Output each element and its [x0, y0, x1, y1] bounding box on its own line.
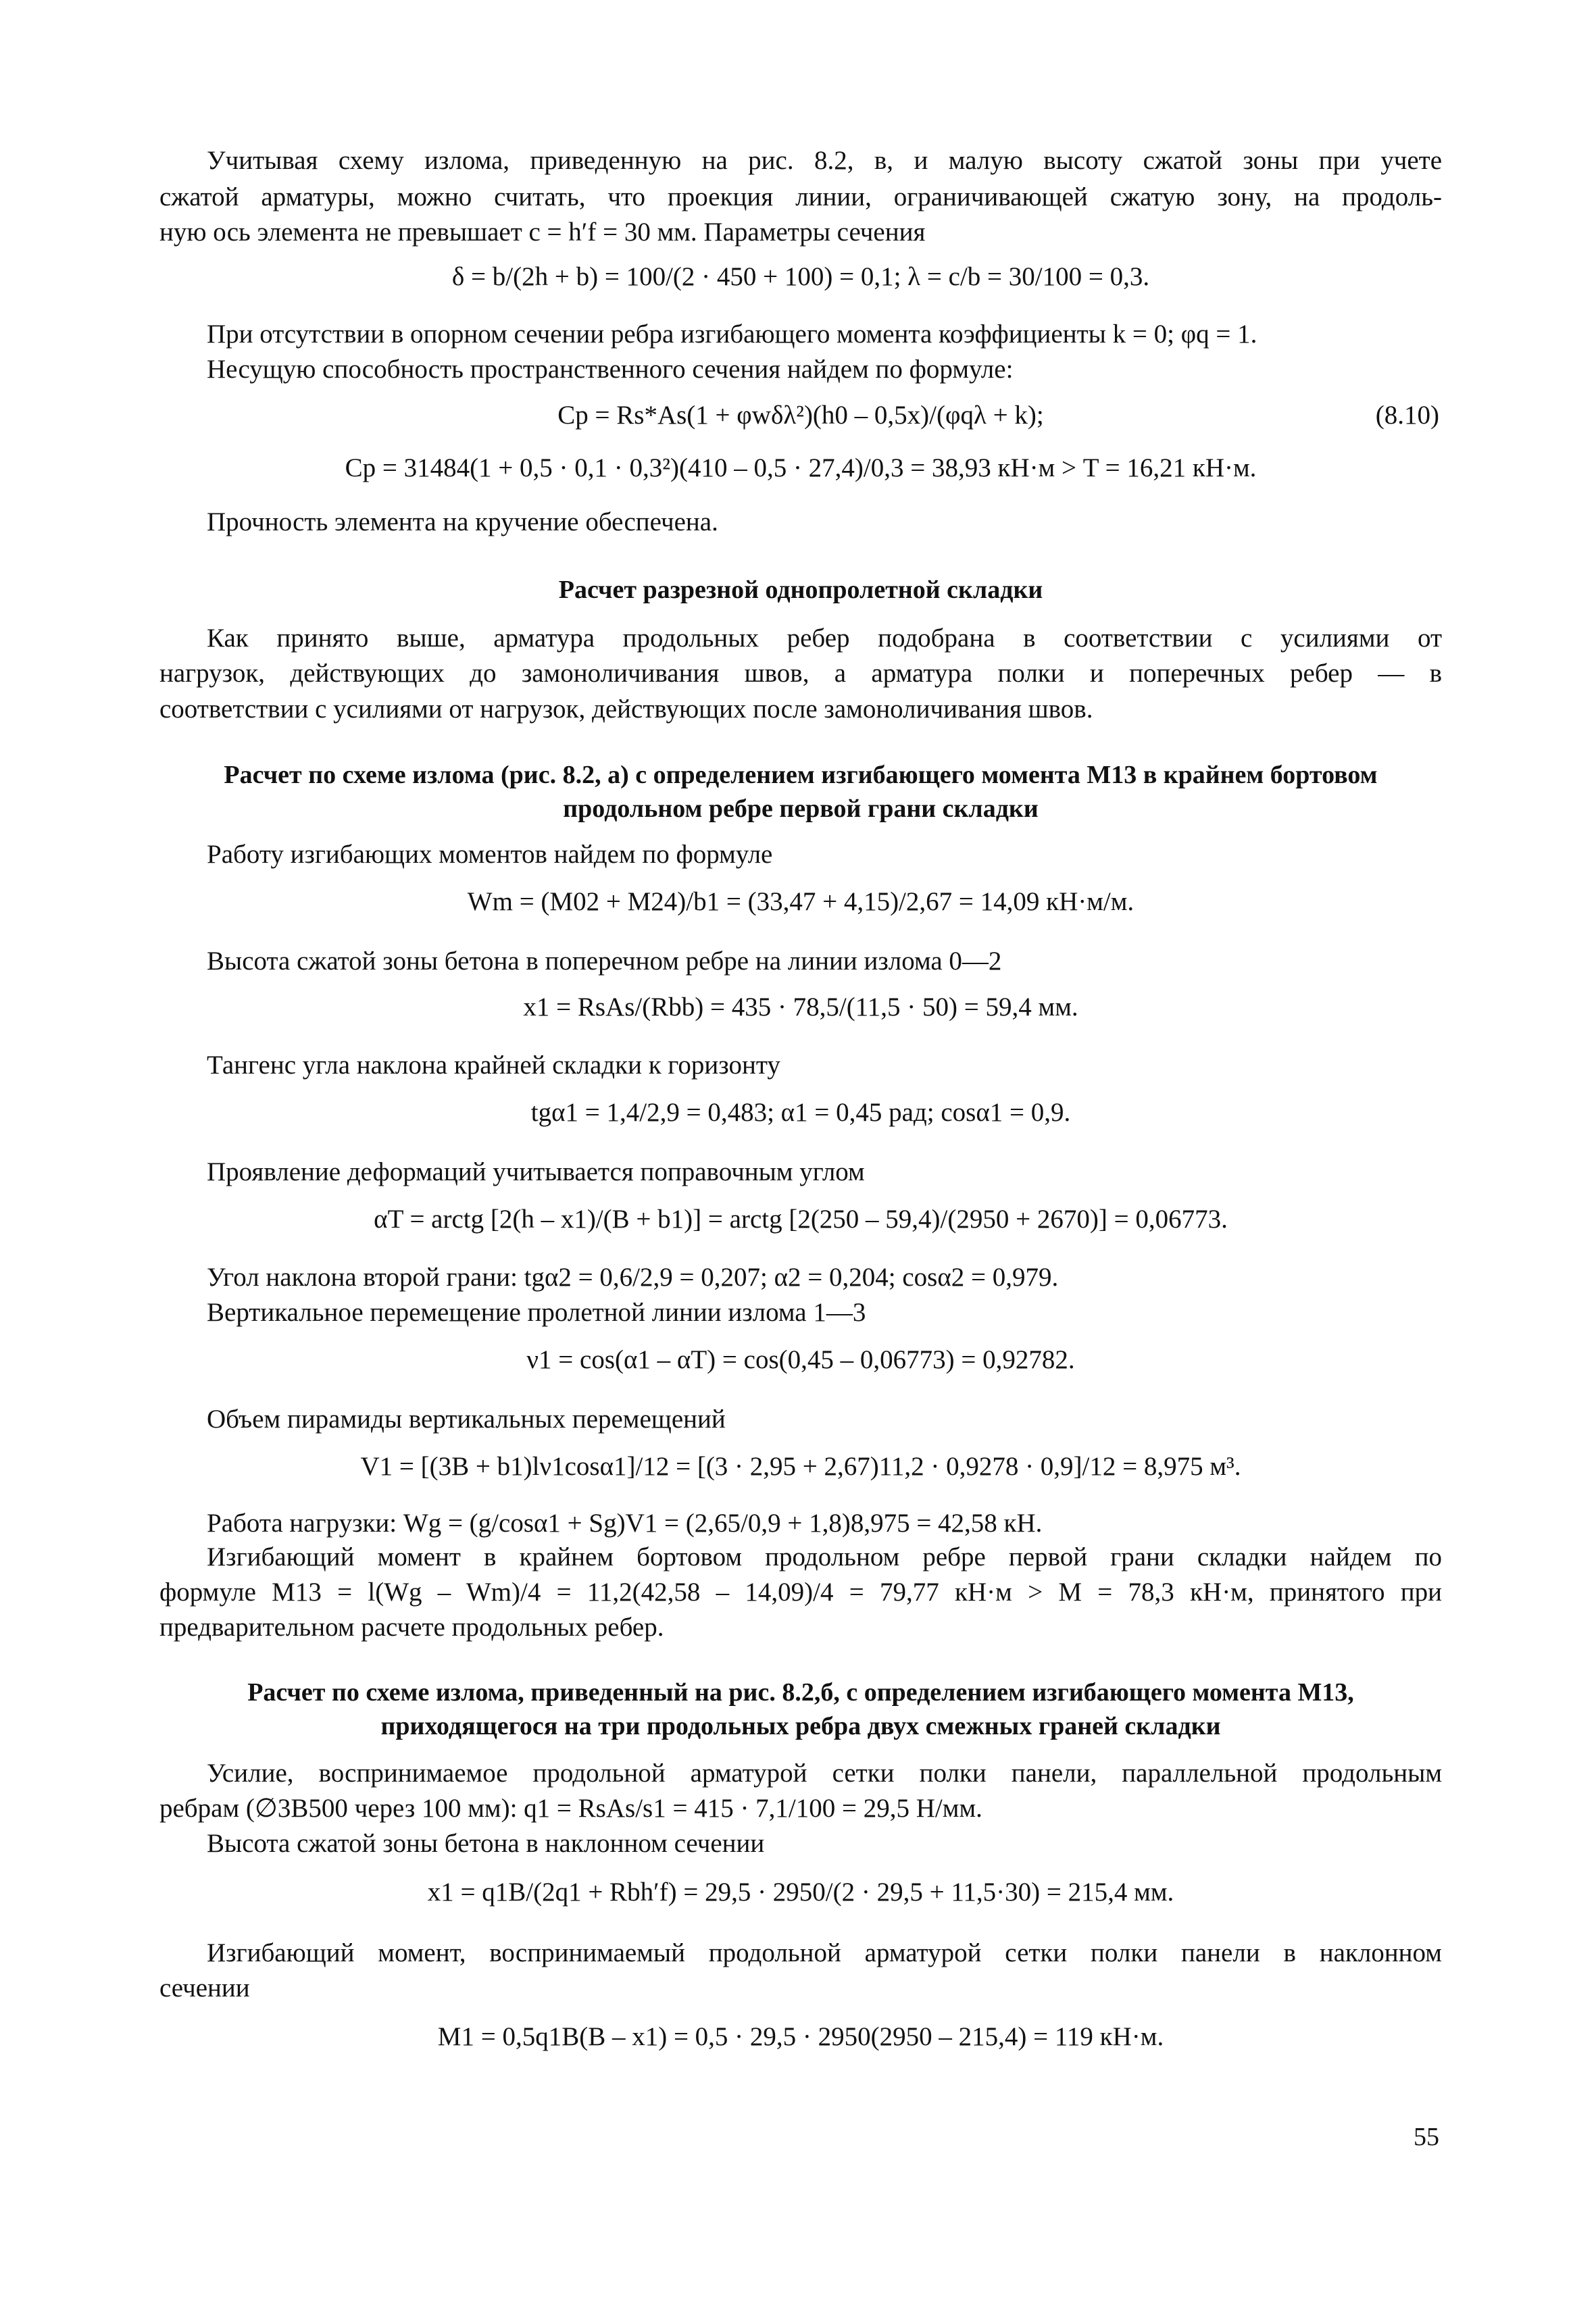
section-heading: Расчет по схеме излома (рис. 8.2, а) с определением изгибающего момента M13 в крайнем бортовом — [224, 761, 1378, 789]
paragraph-line: Как принято выше, арматура продольных ребер подобрана в соответствии с усилиями от — [207, 624, 1442, 653]
paragraph-line: соответствии с усилиями от нагрузок, действующих после замоноличивания швов. — [159, 695, 1093, 724]
section-heading: продольном ребре первой грани складки — [563, 795, 1039, 823]
paragraph-line: Проявление деформаций учитывается поправочным углом — [207, 1157, 865, 1186]
paragraph-line: Работа нагрузки: Wg = (g/cosα1 + Sg)V1 = (2,65/0,9 + 1,8)8,975 = 42,58 кН. — [207, 1509, 1043, 1538]
paragraph-line: ную ось элемента не превышает c = h′f = 30 мм. Параметры сечения — [159, 218, 926, 247]
paragraph-line: нагрузок, действующих до замоноличивания швов, а арматура полки и поперечных ребер — в — [159, 659, 1442, 688]
paragraph-line: сжатой арматуры, можно считать, что проекция линии, ограничивающей сжатую зону, на продоль- — [159, 182, 1442, 211]
section-heading: приходящегося на три продольных ребра двух смежных граней складки — [380, 1712, 1221, 1740]
formula: ν1 = cos(α1 – αT) = cos(0,45 – 0,06773) = 0,92782. — [526, 1345, 1075, 1374]
paragraph-line: Усилие, воспринимаемое продольной арматурой сетки полки панели, параллельной продольным — [207, 1759, 1442, 1788]
paragraph-line: Изгибающий момент в крайнем бортовом продольном ребре первой грани складки найдем по — [207, 1542, 1442, 1571]
paragraph-line: Угол наклона второй грани: tgα2 = 0,6/2,9 = 0,207; α2 = 0,204; cosα2 = 0,979. — [207, 1263, 1059, 1292]
formula: x1 = q1B/(2q1 + Rbh′f) = 29,5 · 2950/(2 · 29,5 + 11,5·30) = 215,4 мм. — [427, 1878, 1174, 1907]
paragraph-line: Изгибающий момент, воспринимаемый продольной арматурой сетки полки панели в наклонном — [207, 1938, 1442, 1967]
formula: δ = b/(2h + b) = 100/(2 · 450 + 100) = 0,1; λ = c/b = 30/100 = 0,3. — [451, 262, 1150, 291]
page-number: 55 — [1414, 2123, 1439, 2151]
equation-number: (8.10) — [1375, 401, 1439, 430]
paragraph-line: сечении — [159, 1973, 250, 2003]
formula: x1 = RsAs/(Rbb) = 435 · 78,5/(11,5 · 50) = 59,4 мм. — [523, 992, 1078, 1022]
paragraph-line: ребрам (∅3В500 через 100 мм): q1 = RsAs/s1 = 415 · 7,1/100 = 29,5 Н/мм. — [159, 1794, 982, 1823]
section-heading: Расчет разрезной однопролетной складки — [558, 576, 1043, 604]
formula: M1 = 0,5q1B(B – x1) = 0,5 · 29,5 · 2950(2950 – 215,4) = 119 кН·м. — [437, 2022, 1164, 2051]
paragraph-line: Тангенс угла наклона крайней складки к горизонту — [207, 1051, 780, 1080]
formula: αT = arctg [2(h – x1)/(B + b1)] = arctg [2(250 – 59,4)/(2950 + 2670)] = 0,06773. — [374, 1205, 1228, 1234]
paragraph-line: Вертикальное перемещение пролетной линии излома 1—3 — [207, 1298, 866, 1327]
paragraph-line: Несущую способность пространственного сечения найдем по формуле: — [207, 355, 1014, 384]
paragraph-line: Прочность элемента на кручение обеспечена. — [207, 507, 718, 536]
paragraph-line: При отсутствии в опорном сечении ребра изгибающего момента коэффициенты k = 0; φq = 1. — [207, 320, 1257, 349]
paragraph-line: Учитывая схему излома, приведенную на рис. 8.2, в, и малую высоту сжатой зоны при учете — [207, 146, 1442, 175]
section-heading: Расчет по схеме излома, приведенный на рис. 8.2,б, с определением изгибающего момента M13, — [247, 1678, 1354, 1707]
paragraph-line: Высота сжатой зоны бетона в поперечном ребре на линии излома 0—2 — [207, 947, 1002, 976]
paragraph-line: Работу изгибающих моментов найдем по формуле — [207, 840, 773, 869]
formula: tgα1 = 1,4/2,9 = 0,483; α1 = 0,45 рад; cosα1 = 0,9. — [530, 1098, 1071, 1127]
paragraph-line: формуле M13 = l(Wg – Wm)/4 = 11,2(42,58 – 14,09)/4 = 79,77 кН·м > M = 78,3 кН·м, принятого при — [159, 1578, 1442, 1607]
formula: Cp = 31484(1 + 0,5 · 0,1 · 0,3²)(410 – 0,5 · 27,4)/0,3 = 38,93 кН·м > T = 16,21 кН·м. — [345, 453, 1257, 482]
formula: Cp = Rs*As(1 + φwδλ²)(h0 – 0,5x)/(φqλ + k); — [557, 401, 1044, 430]
paragraph-line: предварительном расчете продольных ребер. — [159, 1613, 664, 1642]
formula: Wm = (M02 + M24)/b1 = (33,47 + 4,15)/2,67 = 14,09 кН·м/м. — [467, 887, 1134, 916]
paragraph-line: Высота сжатой зоны бетона в наклонном сечении — [207, 1829, 765, 1858]
paragraph-line: Объем пирамиды вертикальных перемещений — [207, 1405, 726, 1434]
formula: V1 = [(3B + b1)lν1cosα1]/12 = [(3 · 2,95 + 2,67)11,2 · 0,9278 · 0,9]/12 = 8,975 м³. — [360, 1452, 1241, 1481]
